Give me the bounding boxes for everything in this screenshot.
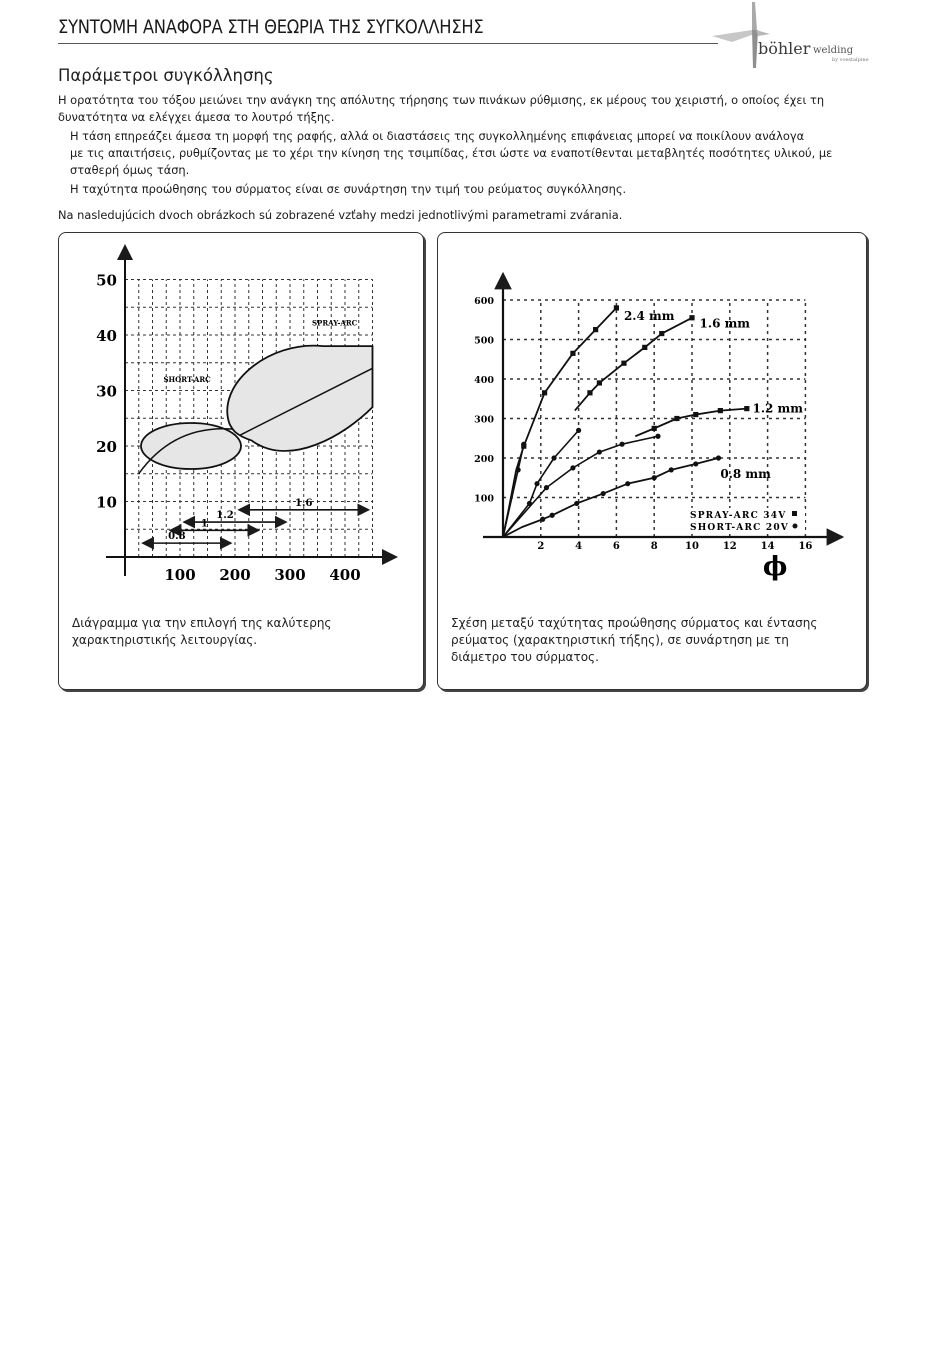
short-arc-marker xyxy=(693,461,698,466)
spray-arc-marker xyxy=(593,327,598,332)
x-tick-label: 16 xyxy=(798,541,813,552)
short-arc-curve xyxy=(503,436,658,537)
logo-brand: böhler xyxy=(758,39,811,58)
paragraph-line: δυνατότητα να ελέγχει άμεσα το λουτρό τήξης. xyxy=(58,110,335,124)
spray-arc-marker xyxy=(689,315,694,320)
paragraph-line: σταθερή όμως τάση. xyxy=(70,163,190,177)
paragraph-line: Η ορατότητα του τόξου μειώνει την ανάγκη της απόλυτης τήρησης των πινάκων ρύθμισης, εκ μέρους του χειριστή, ο οποίος έχει τη xyxy=(58,93,825,107)
spray-arc-marker xyxy=(652,426,657,431)
short-arc-marker xyxy=(601,491,606,496)
x-tick-label: 400 xyxy=(329,566,361,584)
paragraph-line: Η ταχύτητα προώθησης του σύρματος είναι σε συνάρτηση την τιμή του ρεύματος συγκόλλησης. xyxy=(70,182,627,196)
series-label: 1.6 mm xyxy=(699,316,751,331)
caption-right-line: ρεύματος (χαρακτηριστική τήξης), σε συνάρτηση με τη xyxy=(451,633,789,647)
short-arc-marker xyxy=(619,442,624,447)
paragraph-line: Na nasledujúcich dvoch obrázkoch sú zobrazené vzťahy medzi jednotlivými parametrami zvárania. xyxy=(58,208,623,222)
diameter-symbol: ϕ xyxy=(762,552,788,582)
legend-spray-label: SPRAY-ARC 34V xyxy=(690,511,787,521)
short-arc-marker xyxy=(574,501,579,506)
series-label: 0.8 mm xyxy=(720,466,771,481)
spray-arc-label: SPRAY-ARC xyxy=(312,318,358,328)
spray-arc-marker xyxy=(597,380,602,385)
spray-arc-marker xyxy=(542,390,547,395)
short-arc-marker xyxy=(544,485,549,490)
short-arc-marker xyxy=(540,517,545,522)
short-arc-marker xyxy=(597,449,602,454)
y-tick-label: 50 xyxy=(96,271,117,290)
series-line-2-4mm xyxy=(503,308,616,537)
caption-right-line: Σχέση μεταξύ ταχύτητας προώθησης σύρματος και έντασης xyxy=(451,616,818,630)
short-arc-marker xyxy=(570,465,575,470)
short-arc-region xyxy=(141,423,241,469)
spray-arc-marker xyxy=(570,351,575,356)
range-label: 1 xyxy=(200,518,208,530)
x-tick-label: 100 xyxy=(164,566,196,584)
spray-arc-marker xyxy=(718,408,723,413)
y-tick-label: 100 xyxy=(474,493,494,505)
paragraph-line: Η τάση επηρεάζει άμεσα τη μορφή της ραφής, αλλά οι διαστάσεις της συγκολλημένης επιφάνειας μπορεί να ποικίλουν ανάλογα xyxy=(70,129,805,143)
series-label: 2.4 mm xyxy=(623,308,675,323)
spray-arc-region xyxy=(227,346,372,451)
spray-arc-marker xyxy=(674,416,679,421)
short-arc-marker xyxy=(652,475,657,480)
range-label: 1.6 xyxy=(295,497,313,509)
melting-characteristic-chart xyxy=(437,232,865,602)
range-label: 0.8 xyxy=(168,531,186,543)
x-tick-label: 6 xyxy=(612,541,620,552)
short-arc-marker xyxy=(550,513,555,518)
spray-arc-marker xyxy=(659,331,664,336)
y-tick-label: 10 xyxy=(96,493,117,512)
short-arc-marker xyxy=(534,481,539,486)
caption-left-line: χαρακτηριστικής λειτουργίας. xyxy=(72,633,258,647)
spray-arc-marker xyxy=(744,406,749,411)
bohler-welding-logo xyxy=(712,0,872,70)
short-arc-marker xyxy=(576,428,581,433)
logo-shard-right xyxy=(756,30,770,36)
short-arc-marker xyxy=(551,455,556,460)
legend-dot-marker xyxy=(793,524,798,529)
x-tick-label: 12 xyxy=(722,541,737,552)
y-tick-label: 200 xyxy=(474,454,494,465)
y-tick-label: 400 xyxy=(474,375,494,386)
y-tick-label: 40 xyxy=(96,327,117,345)
working-range-chart xyxy=(58,232,422,602)
x-tick-label: 10 xyxy=(685,541,699,552)
x-tick-label: 4 xyxy=(575,541,583,552)
caption-right-line: διάμετρο του σύρματος. xyxy=(451,650,599,664)
x-tick-label: 14 xyxy=(760,541,775,552)
range-label: 1.2 xyxy=(216,510,234,522)
y-tick-label: 30 xyxy=(96,382,117,401)
short-arc-label: SHORT-ARC xyxy=(163,375,211,385)
legend-short-label: SHORT-ARC 20V xyxy=(690,523,789,533)
y-tick-label: 20 xyxy=(96,438,117,456)
y-tick-label: 500 xyxy=(474,335,494,347)
spray-arc-marker xyxy=(621,361,626,366)
short-arc-marker xyxy=(521,442,526,447)
spray-arc-marker xyxy=(642,345,647,350)
short-arc-marker xyxy=(655,434,660,439)
logo-tagline: by voestalpine xyxy=(832,57,869,63)
x-tick-label: 300 xyxy=(274,566,306,584)
page-title: ΣΥΝΤΟΜΗ ΑΝΑΦΟΡΑ ΣΤΗ ΘΕΩΡΙΑ ΤΗΣ ΣΥΓΚΟΛΛΗΣΗΣ xyxy=(58,16,484,38)
logo-shard-top xyxy=(752,2,757,30)
short-arc-marker xyxy=(669,467,674,472)
series-label: 1.2 mm xyxy=(752,401,803,416)
y-tick-label: 300 xyxy=(474,414,494,426)
short-arc-marker xyxy=(516,467,521,472)
logo-suffix: welding xyxy=(813,45,854,56)
spray-arc-marker xyxy=(693,412,698,417)
x-tick-label: 8 xyxy=(650,541,658,552)
short-arc-marker xyxy=(716,455,721,460)
spray-arc-marker xyxy=(587,390,592,395)
caption-left-line: Διάγραμμα για την επιλογή της καλύτερης xyxy=(72,616,332,630)
short-arc-marker xyxy=(625,481,630,486)
y-tick-label: 600 xyxy=(474,296,494,307)
section-title: Παράμετροι συγκόλλησης xyxy=(58,66,274,85)
x-tick-label: 200 xyxy=(219,566,251,584)
x-tick-label: 2 xyxy=(537,541,545,552)
legend-square-marker xyxy=(792,511,797,516)
header-divider xyxy=(58,43,718,44)
spray-arc-marker xyxy=(614,305,619,310)
paragraph-line: με τις απαιτήσεις, ρυθμίζοντας με το χέρι την κίνηση της τσιμπίδας, έτσι ώστε να εναποτίθενται μεταβλητές ποσότητες υλικού, με xyxy=(70,146,833,160)
